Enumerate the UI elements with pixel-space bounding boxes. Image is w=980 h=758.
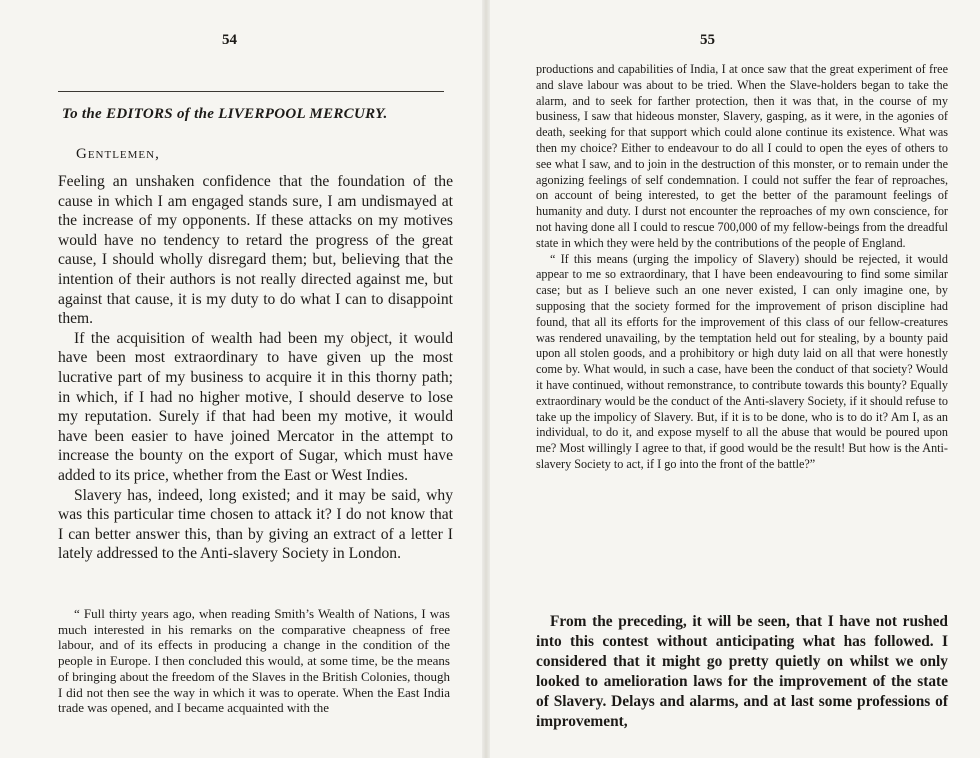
right-page	[492, 0, 980, 758]
letter-heading	[62, 106, 388, 123]
book-gutter	[482, 0, 490, 758]
page-number-right: 55	[700, 32, 715, 48]
paragraph: From the preceding, it will be seen, that I have not rushed into this contest without anticipating what has followed. I considered that it might go pretty quietly on whilst we only looked to amelioration laws for the improvement of the state of Slavery. Delays and alarms, and at last some professions of improvement,	[536, 613, 948, 730]
page-number-left: 54	[222, 32, 237, 48]
heading-mid: of the	[172, 106, 219, 122]
heading-prefix: To the	[62, 106, 107, 122]
left-page	[0, 0, 480, 758]
right-closing-block	[536, 612, 948, 732]
paragraph: Slavery has, indeed, long existed; and it may be said, why was this particular time chosen to attack it? I do not know that I can better answer this, than by giving an extract of a letter I lately addressed to the Anti-slavery Society in London.	[58, 486, 453, 563]
heading-paper: LIVERPOOL MERCURY.	[218, 106, 388, 122]
salutation: Gentlemen,	[76, 146, 160, 162]
paragraph: If the acquisition of wealth had been my object, it would have been most extraordinary to have given up the most lucrative part of my business to acquire it in this thorny path; in which, if I had no higher motive, I should deserve to lose my reputation. Surely if that had been my motive, it would have been easier to have joined Mercator in the attempt to increase the bounty on the export of Sugar, which must have added to its price, whether from the East or West Indies.	[58, 329, 453, 484]
letter-quote	[58, 606, 450, 716]
right-text-block	[536, 62, 948, 473]
paragraph: “ If this means (urging the impolicy of Slavery) should be rejected, it would appear to me so extraordinary, that I have been endeavouring to find some similar case; but as I believe such an one never existed, I can only imagine one, by supposing that the society formed for the improvement of prison discipline had found, that all its efforts for the improvement of this class of our fellow-creatures was rendered unavailing, by the temptation held out for stealing, by a bounty paid upon all stolen goods, and a prohibitory or high duty laid on all that were honestly come by. What would, in such a case, have been the conduct of that society? Would it have continued, without remonstrance, to contribute towards this bounty? Equally extraordinary would be the conduct of the Anti-slavery Society, if it should refuse to take up the impolicy of Slavery. But, if it is to be done, who is to do it? Am I, as an individual, to do it, and expose myself to all the abuse that would be poured upon me? Most willingly I agree to that, if good would be the result! But how is the Anti-slavery Society to act, if I go into the front of the battle?”	[536, 251, 948, 471]
left-text-block	[58, 172, 453, 564]
heading-rule	[58, 91, 444, 92]
heading-editors: EDITORS	[106, 106, 173, 122]
quote-paragraph: “ Full thirty years ago, when reading Smith’s Wealth of Nations, I was much interested in his remarks on the comparative cheapness of free labour, and of its effects in producing a change in the condition of the people in Europe. I then concluded this would, at some time, be the means of bringing about the freedom of the Slaves in the British Colonies, though I did not then see the way in which it was to operate. When the East India trade was opened, and I became acquainted with the	[58, 606, 450, 716]
paragraph: productions and capabilities of India, I at once saw that the great experiment of free and slave labour was about to be tried. When the Slave-holders began to take the alarm, and to seek for farther protection, then it was that, in the course of my business, I saw that hideous monster, Slavery, gasping, as it were, in the agonies of death, seeking for that support which could alone continue its existence. What was then my choice? Either to endeavour to do all I could to open the eyes of others to see what I saw, and to join in the destruction of this monster, or to remain under the agonizing feelings of self condemnation. I could not suffer the fear of reproaches, on account of being interested, to get the better of the paramount feelings of humanity and duty. I durst not encounter the reproaches of my own conscience, for not having done all I could to rescue 700,000 of my fellow-beings from the dreadful state in which they were held by the contributions of the people of England.	[536, 62, 948, 250]
paragraph: Feeling an unshaken confidence that the foundation of the cause in which I am engaged stands sure, I am undismayed at the increase of my opponents. If these attacks on my motives would have no tendency to retard the progress of the great cause, I should wholly disregard them; but, believing that the intention of their authors is not really directed against me, but against that cause, it is my duty to do what I can to disappoint them.	[58, 173, 453, 328]
